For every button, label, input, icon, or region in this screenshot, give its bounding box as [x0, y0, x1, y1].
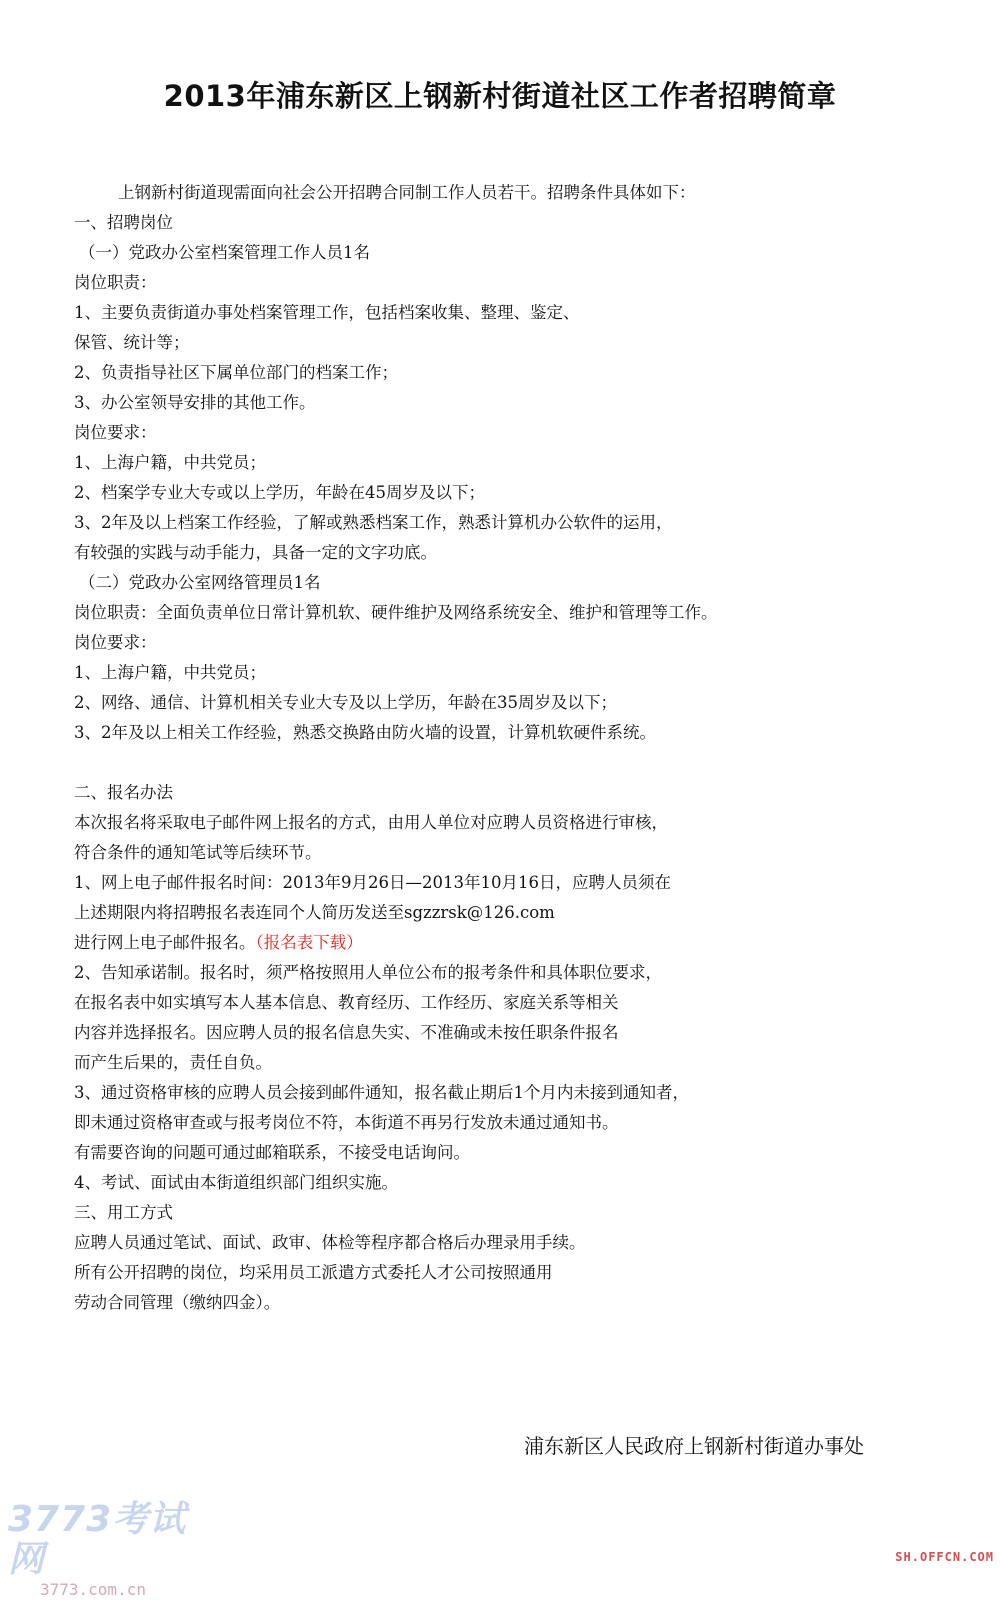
registration-line: 上述期限内将招聘报名表连同个人简历发送至sgzzrsk@126.com [74, 903, 555, 922]
registration-line: 3、通过资格审核的应聘人员会接到邮件通知，报名截止期后1个月内未接到通知者， [74, 1083, 689, 1102]
apply-text: 进行网上电子邮件报名。 [74, 933, 256, 952]
job2-req-item: 2、网络、通信、计算机相关专业大专及以上学历，年龄在35周岁及以下； [74, 693, 617, 712]
registration-line: 本次报名将采取电子邮件网上报名的方式，由用人单位对应聘人员资格进行审核， [74, 813, 668, 832]
issuer-signature: 浦东新区人民政府上钢新村街道办事处 [524, 1434, 864, 1458]
job2-title: （二）党政办公室网络管理员1名 [79, 573, 321, 592]
registration-line: 1、网上电子邮件报名时间：2013年9月26日—2013年10月16日，应聘人员须在 [74, 873, 671, 892]
job1-duty-item: 保管、统计等； [74, 333, 190, 352]
registration-line: 内容并选择报名。因应聘人员的报名信息失实、不准确或未按任职条件报名 [74, 1023, 619, 1042]
employment-line: 应聘人员通过笔试、面试、政审、体检等程序都合格后办理录用手续。 [74, 1233, 586, 1252]
job2-duties: 岗位职责：全面负责单位日常计算机软、硬件维护及网络系统安全、维护和管理等工作。 [74, 603, 718, 622]
section-heading-registration: 二、报名办法 [74, 783, 173, 802]
job1-req-label: 岗位要求： [74, 423, 157, 442]
page-title: 2013年浦东新区上钢新村街道社区工作者招聘简章 [163, 79, 837, 113]
registration-line: 有需要咨询的问题可通过邮箱联系，不接受电话询问。 [74, 1143, 470, 1162]
job2-req-label: 岗位要求： [74, 633, 157, 652]
job1-title: （一）党政办公室档案管理工作人员1名 [79, 243, 370, 262]
job1-req-item: 2、档案学专业大专或以上学历，年龄在45周岁及以下； [74, 483, 485, 502]
section-heading-positions: 一、招聘岗位 [74, 213, 173, 232]
registration-line: 符合条件的通知笔试等后续环节。 [74, 843, 322, 862]
registration-apply-line [74, 928, 934, 958]
job1-duty-item: 3、办公室领导安排的其他工作。 [74, 393, 316, 412]
job1-duty-item: 1、主要负责街道办事处档案管理工作，包括档案收集、整理、鉴定、 [74, 303, 580, 322]
spacer [74, 748, 934, 778]
employment-line: 劳动合同管理（缴纳四金）。 [74, 1293, 281, 1312]
employment-line: 所有公开招聘的岗位，均采用员工派遣方式委托人才公司按照通用 [74, 1263, 553, 1282]
job1-req-item: 3、2年及以上档案工作经验，了解或熟悉档案工作，熟悉计算机办公软件的运用， [74, 513, 673, 532]
registration-line: 在报名表中如实填写本人基本信息、教育经历、工作经历、家庭关系等相关 [74, 993, 619, 1012]
job2-req-item: 3、2年及以上相关工作经验，熟悉交换路由防火墙的设置，计算机软硬件系统。 [74, 723, 656, 742]
intro-paragraph: 上钢新村街道现需面向社会公开招聘合同制工作人员若干。招聘条件具体如下： [118, 183, 696, 202]
registration-line: 而产生后果的，责任自负。 [74, 1053, 272, 1072]
watermark-right: SH.OFFCN.COM [895, 1550, 994, 1564]
form-download-link[interactable]: （报名表下载） [255, 933, 363, 952]
job1-req-item: 有较强的实践与动手能力，具备一定的文字功底。 [74, 543, 437, 562]
section-heading-employment: 三、用工方式 [74, 1203, 173, 1222]
registration-line: 即未通过资格审查或与报考岗位不符，本街道不再另行发放未通过通知书。 [74, 1113, 619, 1132]
watermark-logo: 3773考试网 [8, 1499, 187, 1580]
watermark-logo-block [8, 1500, 188, 1600]
registration-line: 2、告知承诺制。报名时，须严格按照用人单位公布的报考条件和具体职位要求， [74, 963, 662, 982]
registration-line: 4、考试、面试由本街道组织部门组织实施。 [74, 1173, 398, 1192]
document-body [74, 178, 934, 1318]
job1-duty-item: 2、负责指导社区下属单位部门的档案工作； [74, 363, 398, 382]
watermark-url: 3773.com.cn [40, 1580, 146, 1599]
job1-req-item: 1、上海户籍，中共党员； [74, 453, 266, 472]
job1-duties-label: 岗位职责： [74, 273, 157, 292]
job2-req-item: 1、上海户籍，中共党员； [74, 663, 266, 682]
